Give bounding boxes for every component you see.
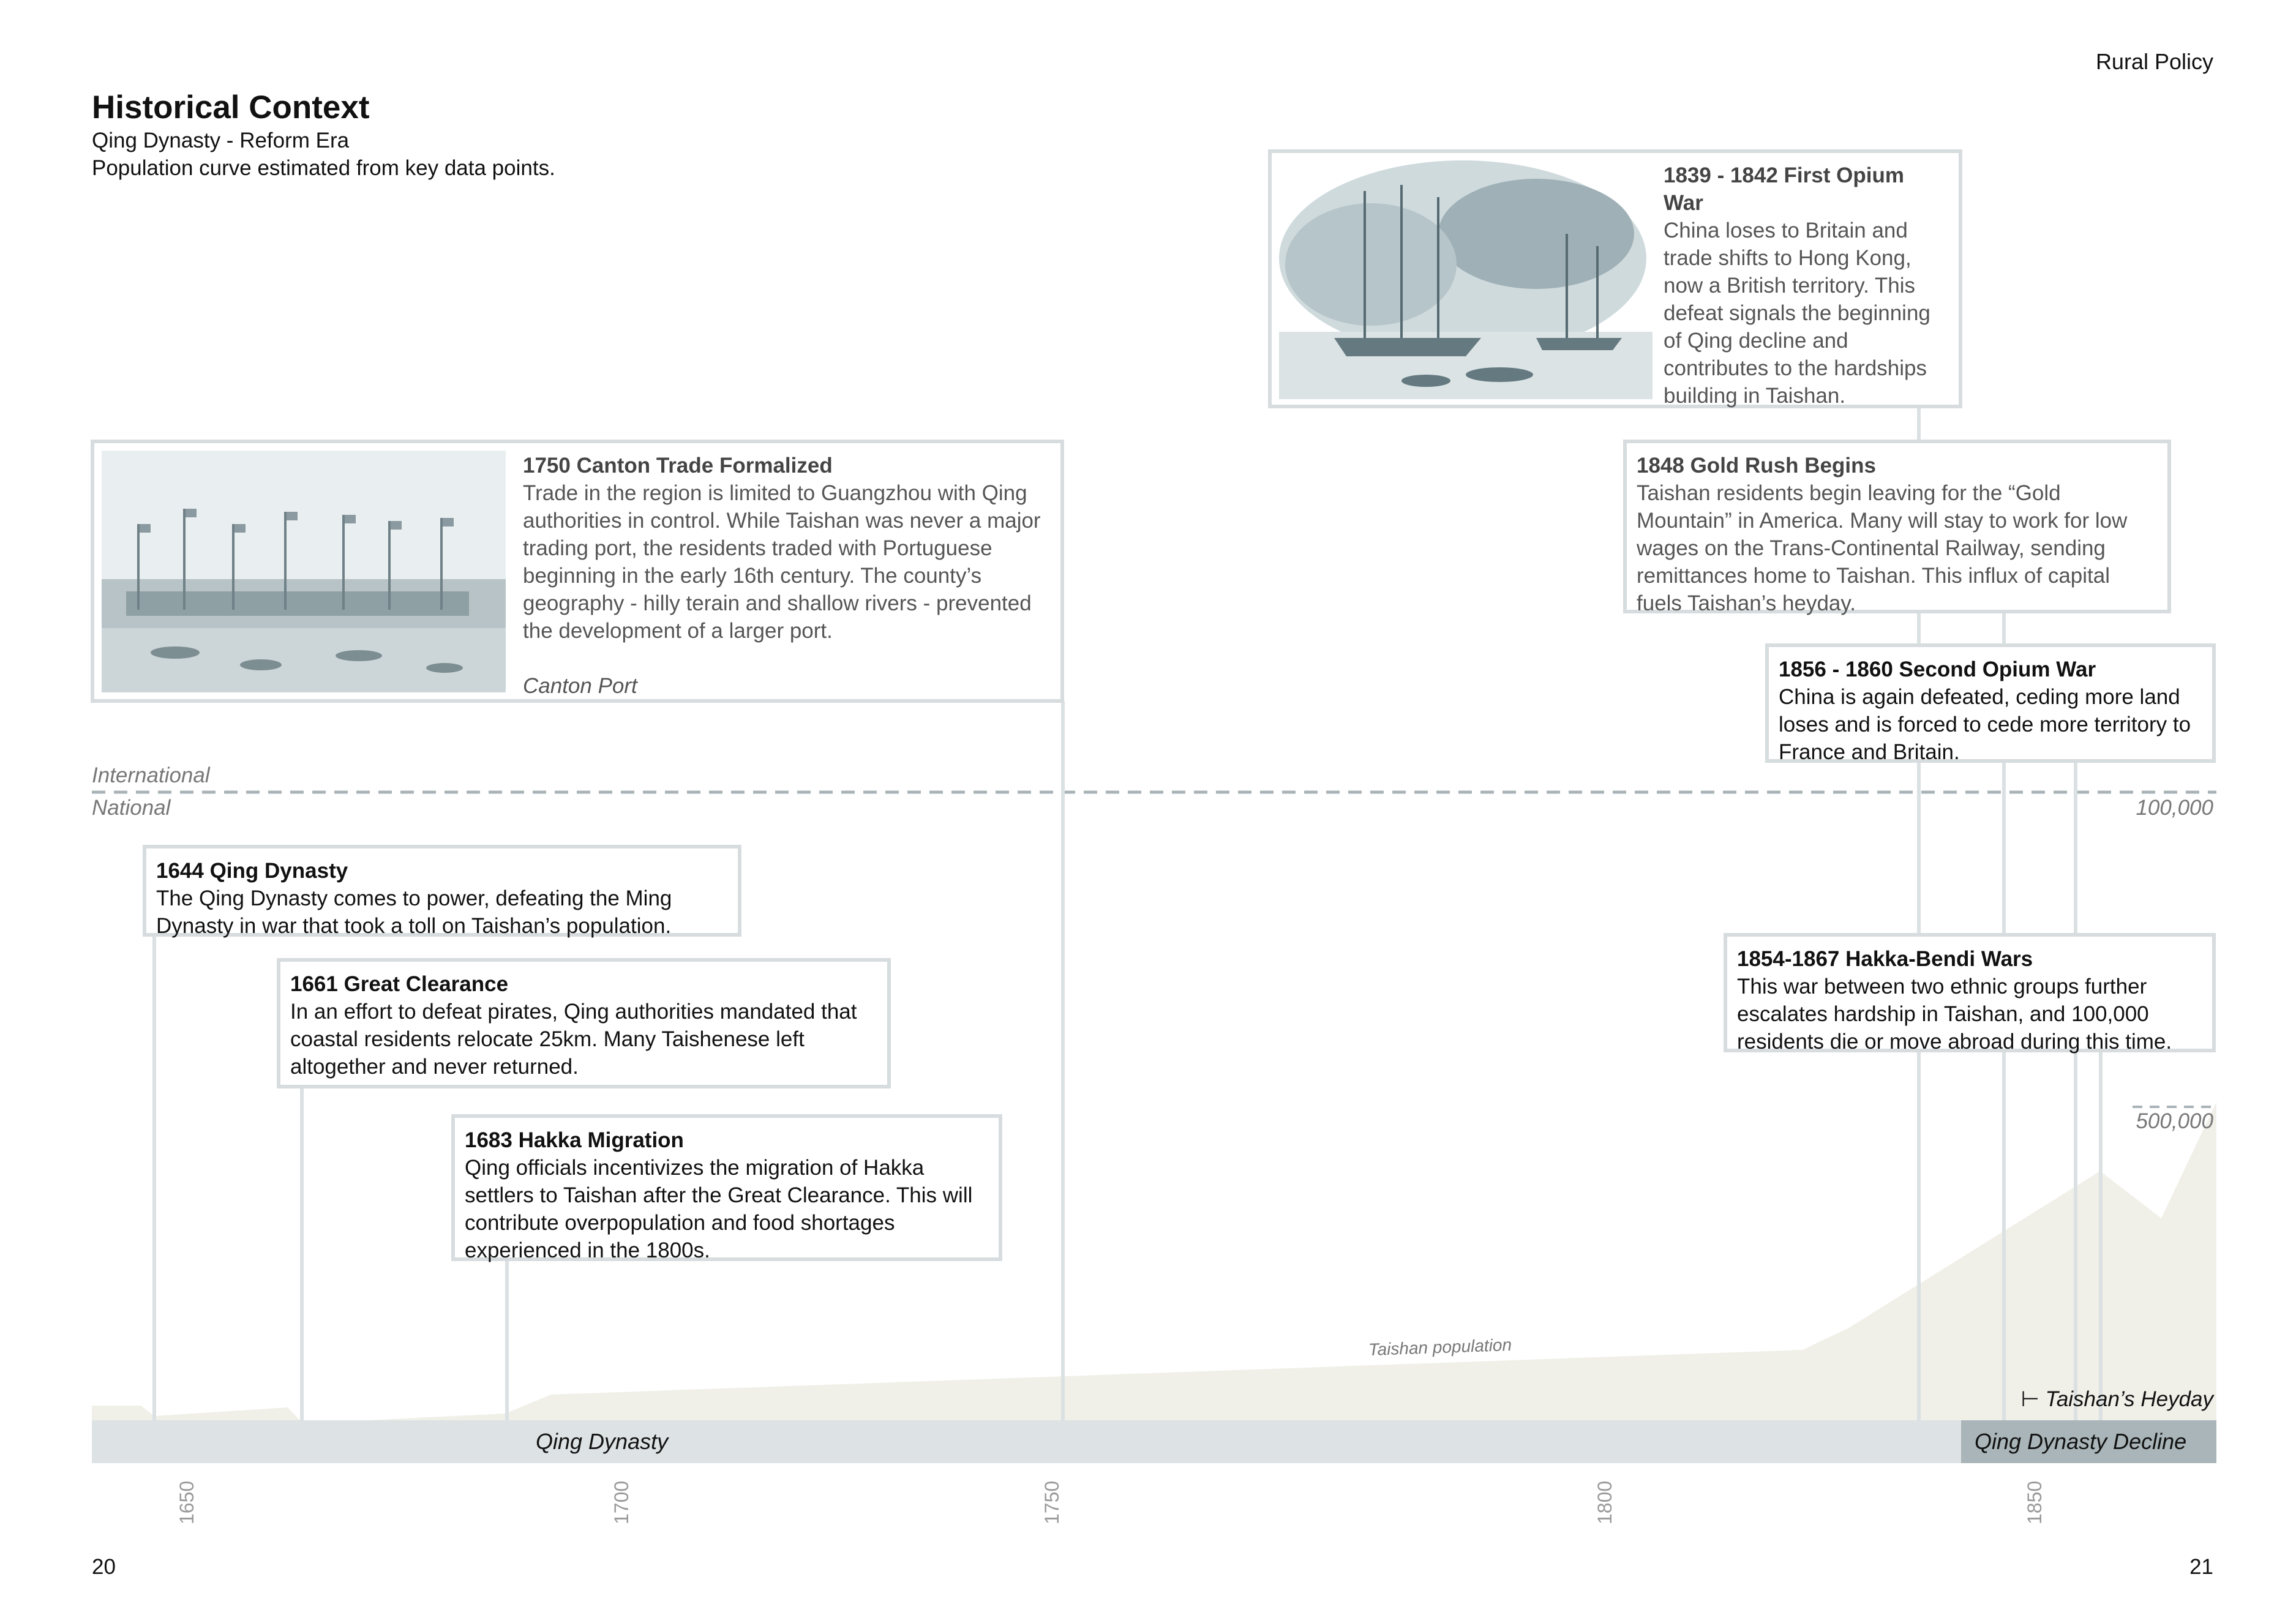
year-tick-1700: 1700 bbox=[610, 1480, 632, 1524]
year-tick-1850: 1850 bbox=[2024, 1480, 2046, 1524]
event-opium1-text: China loses to Britain and trade shifts to Hong Kong, now a British territory. This defeat signals the beginning of Qing decline and contributes to the hardships building in Taishan. bbox=[1664, 219, 1930, 408]
event-opium2-title: 1856 - 1860 Second Opium War bbox=[1779, 657, 2096, 681]
opium-war-image bbox=[1279, 160, 1653, 399]
canton-port-illustration bbox=[102, 451, 506, 692]
connector-1683 bbox=[505, 1261, 509, 1420]
event-qing-dynasty bbox=[143, 845, 741, 937]
page-number-right: 21 bbox=[2189, 1555, 2213, 1579]
event-hakka-migration-title: 1683 Hakka Migration bbox=[465, 1128, 684, 1152]
band-qing-decline bbox=[1961, 1420, 2216, 1463]
year-tick-1750: 1750 bbox=[1041, 1480, 1063, 1524]
event-canton-caption: Canton Port bbox=[523, 674, 637, 698]
event-hakka-bendi-wars bbox=[1724, 933, 2216, 1052]
event-clearance-title: 1661 Great Clearance bbox=[290, 972, 509, 996]
event-qing1644-title: 1644 Qing Dynasty bbox=[156, 859, 348, 883]
event-opium2-text: China is again defeated, ceding more land loses and is forced to cede more territory to France and Britain. bbox=[1779, 685, 2191, 764]
event-hakka-migration-text: Qing officials incentivizes the migration of Hakka settlers to Taishan after the Great Clearance. This will contribute overpopulation and food shortages experienced in the 1800s. bbox=[465, 1156, 973, 1262]
connector-1750 bbox=[1061, 701, 1065, 1420]
page-title: Historical Context bbox=[92, 89, 370, 125]
year-tick-1650: 1650 bbox=[176, 1480, 198, 1524]
event-gold-rush bbox=[1623, 440, 2171, 613]
year-tick-1800: 1800 bbox=[1594, 1480, 1616, 1524]
band-qing-label: Qing Dynasty bbox=[536, 1429, 669, 1454]
event-hakka-migration bbox=[451, 1114, 1002, 1261]
heyday-label: ⊢ Taishan’s Heyday bbox=[2020, 1387, 2213, 1411]
section-label: Rural Policy bbox=[2095, 49, 2213, 74]
page-number-left: 20 bbox=[92, 1555, 116, 1579]
connector-1661 bbox=[300, 1087, 304, 1420]
event-great-clearance bbox=[277, 958, 891, 1088]
event-goldrush-text: Taishan residents begin leaving for the “Gold Mountain” in America. Many will stay to work for low wages on the Trans-Continental Railway, sending remittances home to Taishan. This influx of capital fuels Taishan’s heyday. bbox=[1637, 481, 2128, 615]
event-clearance-text: In an effort to defeat pirates, Qing authorities mandated that coastal residents relocate 25km. Many Taishenese left altogether and never returned. bbox=[290, 1000, 857, 1079]
canton-port-image bbox=[102, 451, 506, 692]
connector-1856 bbox=[2074, 761, 2077, 1420]
population-100k-label: 100,000 bbox=[2136, 796, 2213, 820]
international-label: International bbox=[92, 763, 210, 787]
opium-war-illustration bbox=[1279, 160, 1653, 399]
event-opium1-title: 1839 - 1842 First Opium War bbox=[1664, 163, 1904, 215]
event-second-opium-war bbox=[1765, 643, 2216, 763]
event-canton-title: 1750 Canton Trade Formalized bbox=[523, 454, 833, 478]
event-canton-text: Trade in the region is limited to Guangzhou with Qing authorities in control. While Taishan was never a major trading port, the residents traded with Portuguese beginning in the early 16th century. The county’s geography - hilly terain and shallow rivers - prevented the development of a larger port. bbox=[523, 481, 1041, 643]
event-canton-trade bbox=[91, 440, 1064, 703]
event-hakka-wars-text: This war between two ethnic groups further escalates hardship in Taishan, and 100,000 residents die or move abroad during this time. bbox=[1737, 975, 2172, 1054]
band-decline-label: Qing Dynasty Decline bbox=[1975, 1429, 2187, 1454]
population-500k-label: 500,000 bbox=[2136, 1109, 2213, 1133]
event-goldrush-title: 1848 Gold Rush Begins bbox=[1637, 454, 1876, 478]
population-series-label: Taishan population bbox=[1368, 1335, 1512, 1360]
page-subtitle: Qing Dynasty - Reform Era bbox=[92, 129, 350, 152]
event-qing1644-text: The Qing Dynasty comes to power, defeating the Ming Dynasty in war that took a toll on Taishan’s population. bbox=[156, 886, 672, 938]
event-hakka-wars-title: 1854-1867 Hakka-Bendi Wars bbox=[1737, 947, 2033, 971]
band-qing-dynasty bbox=[92, 1420, 1961, 1463]
population-fill bbox=[92, 1102, 2216, 1420]
event-first-opium-war bbox=[1268, 149, 1962, 408]
national-label: National bbox=[92, 796, 171, 820]
connector-1854 bbox=[2099, 1047, 2103, 1420]
connector-1644 bbox=[152, 937, 156, 1420]
page-note: Population curve estimated from key data points. bbox=[92, 156, 555, 180]
